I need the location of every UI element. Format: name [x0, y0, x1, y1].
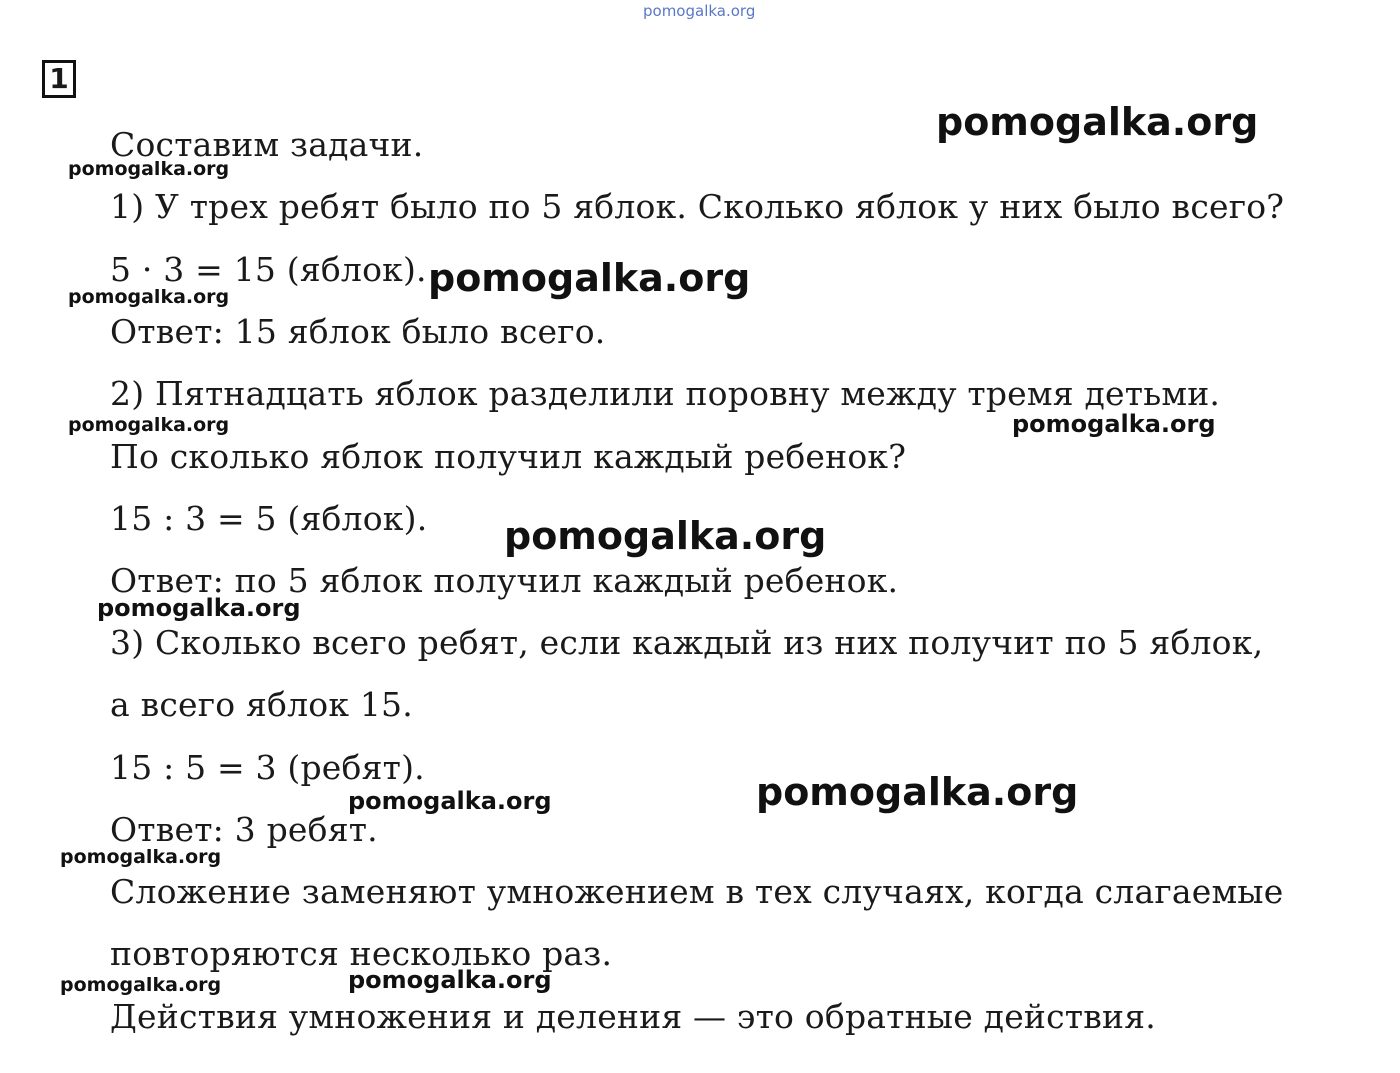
- watermark-small: pomogalka.org: [60, 974, 222, 996]
- text-line-task2-cont: По сколько яблок получил каждый ребенок?: [110, 437, 907, 476]
- text-line-task2: 2) Пятнадцать яблок разделили поровну между тремя детьми.: [110, 374, 1221, 413]
- watermark-big: pomogalka.org: [936, 100, 1259, 144]
- text-line-rule1-cont: повторяются несколько раз.: [110, 934, 613, 973]
- watermark-mid: pomogalka.org: [348, 966, 552, 994]
- watermark-big: pomogalka.org: [428, 256, 751, 300]
- text-line-calc2: 15 : 3 = 5 (яблок).: [110, 499, 428, 538]
- text-line-task1: 1) У трех ребят было по 5 яблок. Сколько яблок у них было всего?: [110, 187, 1285, 226]
- text-line-answer3: Ответ: 3 ребят.: [110, 810, 378, 849]
- watermark-mid: pomogalka.org: [97, 594, 301, 622]
- text-line-intro: Составим задачи.: [110, 125, 424, 164]
- watermark-big: pomogalka.org: [504, 514, 827, 558]
- watermark-top[interactable]: pomogalka.org: [643, 2, 756, 20]
- watermark-mid: pomogalka.org: [348, 787, 552, 815]
- text-line-rule1: Сложение заменяют умножением в тех случаях, когда слагаемые: [110, 872, 1284, 911]
- text-line-task3: 3) Сколько всего ребят, если каждый из них получит по 5 яблок,: [110, 623, 1264, 662]
- watermark-small: pomogalka.org: [60, 846, 222, 868]
- watermark-small: pomogalka.org: [68, 414, 230, 436]
- text-line-answer2: Ответ: по 5 яблок получил каждый ребенок.: [110, 561, 899, 600]
- task-number-box: 1: [42, 60, 76, 98]
- text-line-answer1: Ответ: 15 яблок было всего.: [110, 312, 606, 351]
- text-line-calc3: 15 : 5 = 3 (ребят).: [110, 748, 425, 787]
- text-line-task3-cont: а всего яблок 15.: [110, 685, 413, 724]
- text-line-calc1: 5 · 3 = 15 (яблок).: [110, 250, 427, 289]
- watermark-small: pomogalka.org: [68, 158, 230, 180]
- watermark-small: pomogalka.org: [68, 286, 230, 308]
- watermark-big: pomogalka.org: [756, 770, 1079, 814]
- watermark-mid: pomogalka.org: [1012, 410, 1216, 438]
- text-line-rule2: Действия умножения и деления — это обратные действия.: [110, 997, 1156, 1036]
